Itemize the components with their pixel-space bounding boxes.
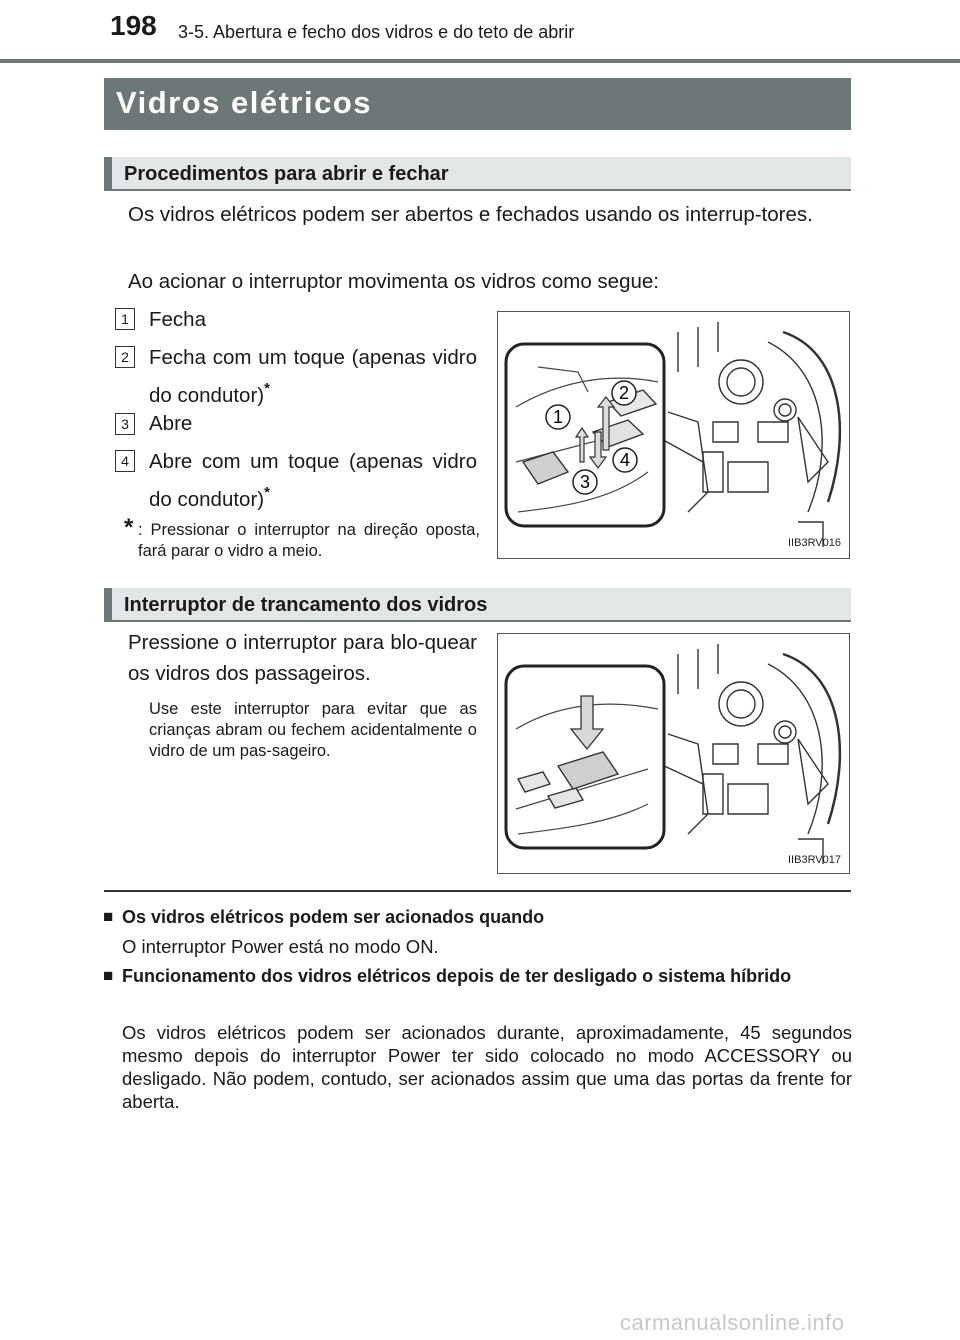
note-text: O interruptor Power está no modo ON. (122, 936, 439, 957)
running-title: 3-5. Abertura e fecho dos vidros e do teto de abrir (178, 22, 575, 42)
section-banner (104, 78, 851, 130)
bullet-icon: ■ (103, 966, 114, 985)
figure-code: IIB3RV017 (788, 854, 842, 866)
subsection-title: Procedimentos para abrir e fechar (124, 163, 449, 185)
lock-switch-illustration (498, 634, 850, 874)
figure-code: IIB3RV016 (788, 537, 842, 549)
callout-2-label: 2 (618, 383, 630, 403)
footnote: : Pressionar o interruptor na direção oposta, fará parar o vidro a meio. (138, 521, 480, 560)
callout-4-label: 4 (619, 450, 631, 470)
intro-paragraph: Os vidros elétricos podem ser abertos e fechados usando os interrup-tores. (128, 203, 813, 226)
asterisk-mark: * (264, 380, 270, 397)
list-item: Fecha com um toque (apenas vidro do condutor)* (149, 346, 477, 407)
watermark: carmanualsonline.info (620, 1310, 845, 1335)
lock-note: Use este interruptor para evitar que as crianças abram ou fechem acidentalmente o vidro de um pas-sageiro. (149, 700, 477, 760)
figure-window-switch (497, 311, 850, 559)
callout-1-label: 1 (552, 407, 564, 427)
note-heading: Os vidros elétricos podem ser acionados quando (122, 907, 545, 927)
bullet-icon: ■ (103, 907, 114, 926)
header-accent-bar (104, 588, 112, 622)
item-number: 4 (115, 450, 135, 472)
lock-instruction: Pressione o interruptor para blo-quear os vidros dos passageiros. (128, 631, 477, 685)
note-text: Os vidros elétricos podem ser acionados durante, aproximadamente, 45 segundos mesmo depois do interruptor Power ter sido colocado no modo ACCESSORY ou desligado. Não podem, contudo, ser acionados assim que uma das portas da frente for aberta. (122, 1022, 852, 1112)
header-rule (0, 59, 960, 63)
header-accent-bar (104, 157, 112, 191)
item-number: 2 (115, 346, 135, 368)
notes-divider (104, 890, 851, 892)
page-number: 198 (110, 10, 157, 41)
item-number: 1 (115, 308, 135, 330)
figure-lock-switch (497, 633, 850, 874)
note-heading: Funcionamento dos vidros elétricos depois de ter desligado o sistema híbrido (122, 966, 792, 986)
subsection-title: Interruptor de trancamento dos vidros (124, 594, 488, 616)
item-number: 3 (115, 413, 135, 435)
section-title: Vidros elétricos (116, 85, 373, 120)
list-item: Fecha (149, 308, 206, 331)
subsection-header-lock-switch (104, 588, 851, 622)
lead-paragraph: Ao acionar o interruptor movimenta os vidros como segue: (128, 270, 659, 293)
list-item: Abre (149, 412, 193, 435)
subsection-header-open-close (104, 157, 851, 191)
footnote-mark: * (124, 514, 134, 541)
callout-3-label: 3 (579, 472, 591, 492)
window-switch-illustration (498, 312, 850, 559)
asterisk-mark: * (264, 484, 270, 501)
list-item: Abre com um toque (apenas vidro do condutor)* (149, 450, 477, 511)
